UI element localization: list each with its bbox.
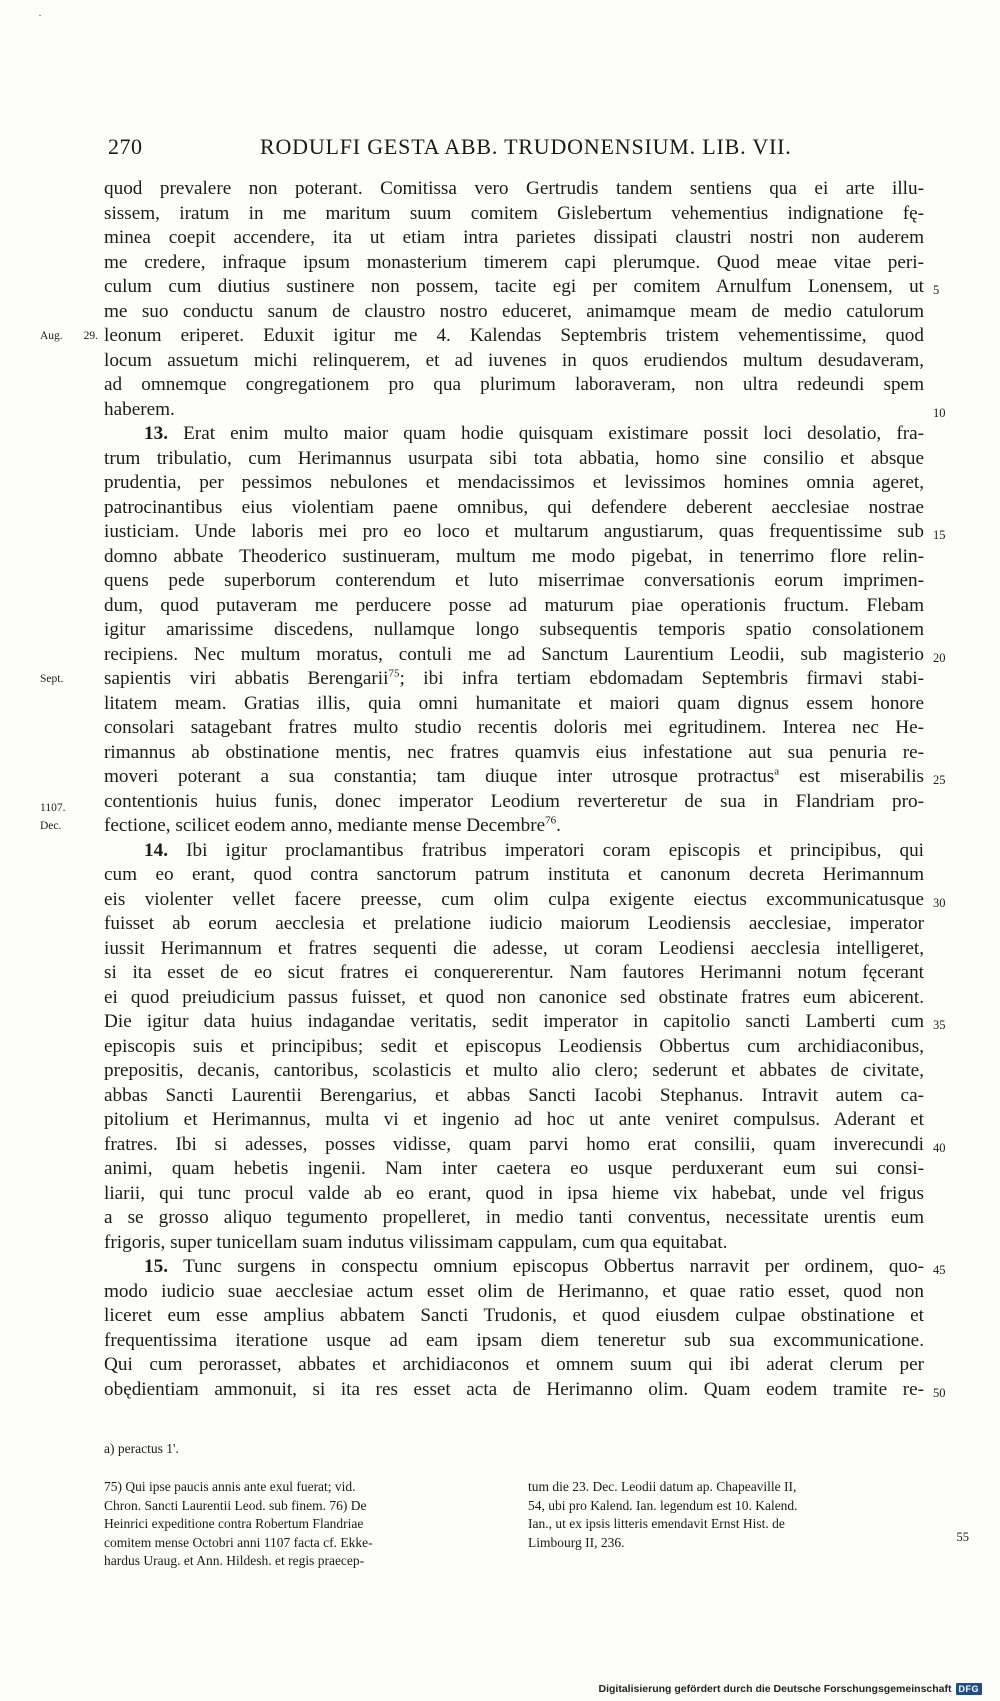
funding-note [599, 1683, 982, 1695]
text-line-content: culum cum diutius sustinere non possem, tacite egi per comitem Arnulfum Lonensem, ut [104, 276, 924, 297]
text-line-content: Die igitur data huius indagandae veritatis, sedit imperator in capitolio sancti Lamberti cum [104, 1011, 924, 1032]
line-number: 20 [933, 650, 946, 665]
footnote-line: Limbourg II, 236. [528, 1534, 625, 1550]
footnote-a: a) peractus 1'. [104, 1441, 179, 1456]
line-number: 35 [933, 1018, 946, 1032]
footnote-ref: 75 [388, 667, 400, 680]
line-number: 50 [933, 1385, 946, 1400]
margin-date: Aug. 29. [40, 330, 98, 342]
footnote-line: Chron. Sancti Laurentii Leod. sub finem. 76) De [104, 1497, 367, 1513]
text-line: igitur amarissime discedens, nullamque longo subsequentis temporis spatio consolationem [104, 619, 924, 640]
text-line [40, 814, 924, 839]
text-line-content: leonum eriperet. Eduxit igitur me 4. Kalendas Septembris tristem vehementissime, quod [104, 325, 924, 346]
text-line [104, 839, 924, 864]
text-line [104, 275, 940, 300]
text-line [104, 1133, 946, 1158]
text-line [104, 398, 946, 423]
text-line: quens pede superborum conterendum et luto miserrimae conversationis eorum imprimen- [104, 570, 924, 591]
line-number: 30 [933, 895, 946, 910]
text-line-content: sapientis viri abbatis Berengarii [104, 668, 389, 689]
text-line: litatem meam. Gratias illis, quia omni humanitate et maiori quam dignus essem honore [104, 692, 924, 714]
text-line: cum eo erant, quod contra sanctorum patrum instituta et canonum decreta Herimannum [104, 864, 924, 885]
section-number: 14. [144, 839, 168, 861]
footnote-line: comitem mense Octobri anni 1107 facta cf. Ekke- [104, 1534, 373, 1550]
text-line: quod prevalere non poterant. Comitissa vero Gertrudis tandem sentiens qua ei arte illu- [104, 178, 924, 199]
margin-date: 1107. [40, 801, 66, 814]
text-line-content: ; ibi infra tertiam ebdomadam Septembris firmavi stabi- [399, 668, 925, 689]
line-number: 55 [956, 1530, 969, 1544]
footnote-ref: a [774, 765, 780, 778]
footnote-line: Heinrici expeditione contra Robertum Flandriae [104, 1516, 364, 1531]
text-line: consolari satagebant fratres multo studio recentis doloris mei egritudinem. Interea nec He- [104, 717, 924, 738]
text-line: trum tribulatio, cum Herimannus usurpata sibi tota abbatia, homo sine consilio et absque [104, 447, 924, 469]
footnote-line: tum die 23. Dec. Leodii datum ap. Chapeaville II, [528, 1479, 797, 1494]
line-number: 10 [933, 405, 946, 420]
text-line: ei quod preiudicium passus fuisset, et quod non canonice sed obstinate fratres eum abicerent. [104, 986, 924, 1008]
text-line: patrocinantibus eius violentiam paene omnibus, qui defendere deberent aecclesiae nostrae [104, 496, 924, 518]
footnote-column-left [104, 1478, 500, 1571]
text-line: iussit Herimannum et fratres sequenti die adesse, ut coram Leodiensi aecclesia intelligeret, [104, 937, 924, 959]
text-line: pitolium et Herimannus, multa vi et ingenio ad hoc ut ante veniret compulsus. Aderant et [104, 1109, 924, 1130]
text-line: domno abbate Theoderico sustinueram, multum me modo pigebat, in tenerrimo flore relin- [104, 545, 924, 567]
text-line: episcopis suis et principibus; sedit et episcopus Leodiensis Obbertus cum archidiaconibus, [104, 1035, 924, 1057]
text-line [40, 667, 925, 692]
text-line-content: est miserabilis [779, 766, 924, 787]
text-line [104, 643, 946, 668]
line-number: 5 [933, 283, 940, 297]
text-line [40, 324, 924, 349]
text-line: prepositis, decanis, cantoribus, scolasticis et multo alio clero; sederunt et abbates de civitate, [104, 1060, 924, 1081]
text-line-content: obędientiam ammonuit, si ita res esset acta de Herimanno olim. Quam eodem tramite re- [104, 1378, 924, 1400]
text-line: minea coepit accendere, ita ut etiam intra parietes dissipati claustri nostri non auderem [104, 227, 924, 248]
text-line [40, 790, 924, 815]
text-line [104, 1255, 946, 1280]
text-line: ad omnemque congregationem pro qua plurimum laboraveram, non ultra redeundi spem [104, 374, 924, 395]
text-line-content: recipiens. Nec multum moratus, contuli me ad Sanctum Laurentium Leodii, sub magisterio [104, 643, 924, 665]
text-line: me credere, infraque ipsum monasterium timerem capi plerumque. Quod meae vitae peri- [104, 251, 924, 273]
text-line-content: Erat enim multo maior quam hodie quisquam existimare possit loci desolatio, fra- [183, 423, 925, 444]
text-line [104, 888, 946, 913]
section-number: 13. [144, 423, 168, 444]
dfg-logo-icon: DFG [956, 1683, 983, 1695]
text-line: modo iudicio suae aecclesiae actum esset olim de Herimanno, et quae ratio esset, quod non [104, 1280, 924, 1302]
line-number: 40 [933, 1140, 946, 1155]
text-line-content: eis violenter vellet facere preesse, cum olim culpa exigente eiectus excommunicatusque [104, 888, 924, 910]
text-line-content: contentionis huius funis, donec imperator Leodium reverteretur de sua in Flandriam pro- [104, 790, 924, 812]
text-line: frequentissima iteratione usque ad eam ipsam diem teneretur sub sua excommunicatione. [104, 1329, 924, 1351]
main-text [40, 177, 946, 1402]
text-line: animi, quam hebetis ingenii. Nam inter caetera eo usque perduxerant eum sui consi- [104, 1158, 924, 1179]
running-title: RODULFI GESTA ABB. TRUDONENSIUM. LIB. VII. [260, 134, 792, 159]
funding-text: Digitalisierung gefördert durch die Deutsche Forschungsgemeinschaft [598, 1683, 952, 1695]
footnote-column-right [528, 1478, 924, 1552]
text-line-content: iusticiam. Unde laboris mei pro eo loco et multarum angustiarum, quas frequentissime sub [104, 521, 924, 542]
page-number: 270 [108, 134, 143, 159]
text-line: liceret eum esse amplius abbatem Sancti Trudonis, et quod eiusdem culpae obstinatione et [104, 1305, 924, 1326]
margin-date: Sept. [40, 673, 64, 685]
footnote-line: 54, ubi pro Kalend. Ian. legendum est 10. Kalend. [528, 1497, 798, 1513]
text-line: liarii, qui tunc procul valde ab eo erant, quod in ipsa hieme vix habebat, unde vel frigus [104, 1182, 924, 1204]
text-line [104, 1010, 946, 1035]
text-line-content: . [556, 815, 561, 836]
text-line [104, 1378, 946, 1403]
section-number: 15. [144, 1256, 168, 1277]
line-number: 15 [933, 528, 946, 542]
text-line: fuisset ab eorum aecclesia et prelatione iudicio maiorum Leodiensis aecclesiae, imperator [104, 913, 924, 934]
text-line: abbas Sancti Laurentii Berengarius, et abbas Sancti Iacobi Stephanus. Intravit autem ca- [104, 1084, 924, 1106]
text-line: sissem, iratum in me maritum suum comitem Gislebertum vehementius indignatione fę- [104, 202, 924, 224]
text-line-content: fratres. Ibi si adesses, posses vidisse, quam parvi homo erat consilii, quam inverecundi [104, 1133, 924, 1155]
footnote-line: 75) Qui ipse paucis annis ante exul fuerat; vid. [104, 1479, 356, 1494]
text-line [104, 520, 946, 545]
text-line-content: Tunc surgens in conspectu omnium episcopus Obbertus narravit per ordinem, quo- [183, 1256, 924, 1277]
footnotes [104, 1438, 969, 1568]
text-line: Qui cum perorasset, abbates et archidiaconos et omnem suum qui ibi aderat clerum per [104, 1354, 924, 1375]
text-line: dum, quod putaveram me perducere posse ad maturum piae operationis fructum. Flebam [104, 594, 924, 616]
text-line [104, 422, 924, 447]
page-header [0, 134, 1000, 170]
footnote-line: Ian., ut ex ipsis litteris emendavit Ernst Hist. de [528, 1516, 785, 1531]
text-line-content: haberem. [104, 398, 175, 420]
text-line-content: Ibi igitur proclamantibus fratribus imperatori coram episcopis et principibus, qui [186, 839, 924, 861]
text-line: prudentia, per pessimos nebulones et mendacissimos et levissimos homines omnia ageret, [104, 472, 924, 493]
text-line: a se grosso aliquo tegumento propelleret, in medio tanti conventus, necessitate urentis eum [104, 1207, 924, 1228]
text-line: me suo conductu sanum de claustro nostro educeret, animamque meam de medio catulorum [104, 300, 924, 322]
footnote-ref: 76 [545, 814, 557, 827]
text-line [104, 765, 946, 790]
text-line: locum assuetum michi relinquerem, et ad iuvenes in quos erudiendos multum desudaveram, [104, 349, 924, 371]
footnote-line: hardus Uraug. et Ann. Hildesh. et regis praecep- [104, 1553, 365, 1568]
text-line-content: fectione, scilicet eodem anno, mediante mense Decembre [104, 815, 546, 836]
text-line-content: moveri poterant a sua constantia; tam diuque inter utrosque protractus [104, 766, 775, 787]
line-number: 25 [933, 773, 946, 787]
margin-date: Dec. [40, 820, 62, 832]
text-line: frigoris, super tunicellam suam indutus vilissimam cappulam, cum qua equitabat. [104, 1231, 728, 1253]
text-line: rimannus ab obstinatione mentis, nec fratres quamvis eius infestatione aut sua penuria re- [104, 741, 924, 763]
text-line: si ita esset de eo sicut fratres ei conquererentur. Nam fautores Herimanni notum fęcerant [104, 962, 924, 983]
scan-corner-mark: · [38, 8, 42, 22]
line-number: 45 [933, 1263, 946, 1277]
